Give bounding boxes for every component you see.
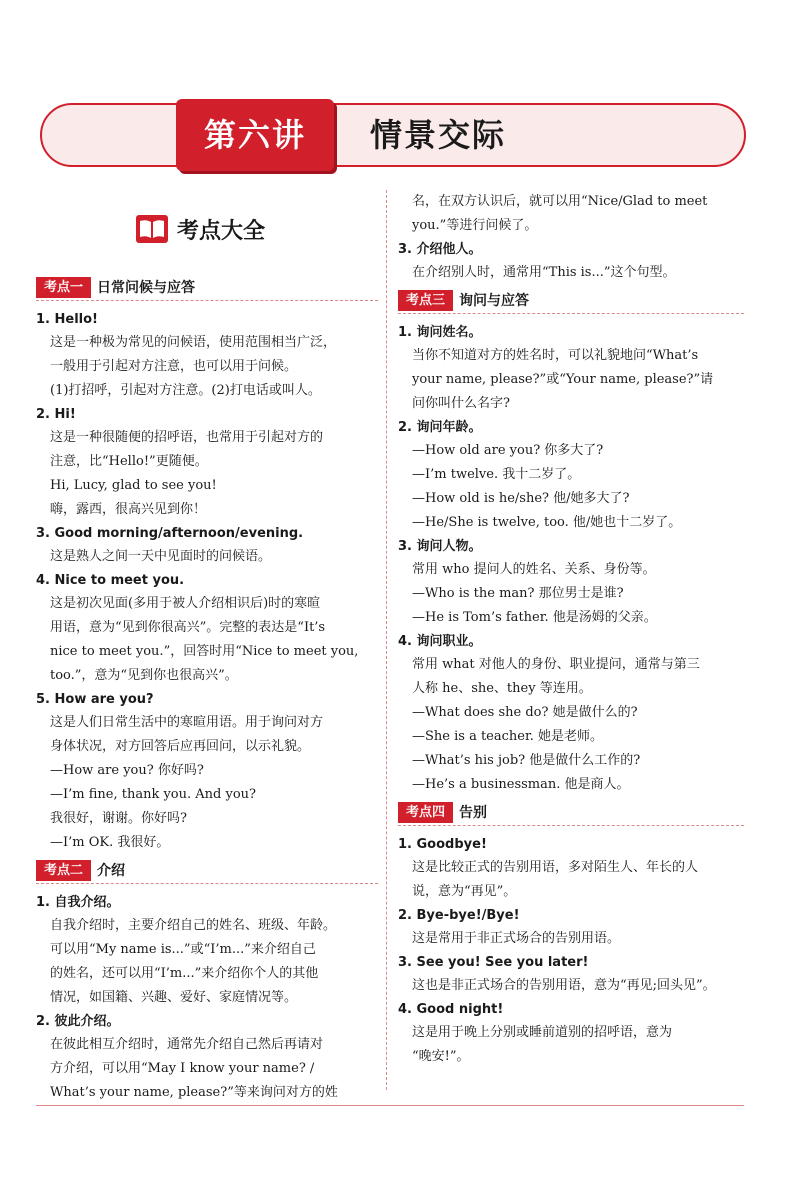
item-line: 这是一种很随便的招呼语，也常用于引起对方的	[50, 430, 324, 445]
right-intro	[398, 190, 744, 285]
section-title: 考点大全	[177, 218, 266, 244]
kaodian-title: 介绍	[97, 863, 126, 879]
item-line: 这是初次见面(多用于被人介绍相识后)时的寒暄	[50, 596, 321, 611]
item-line: 在彼此相互介绍时，通常先介绍自己然后再请对	[50, 1037, 324, 1052]
section-heading	[135, 211, 265, 247]
item-heading: 3. 询问人物。	[398, 539, 482, 554]
item-line: —He/She is twelve, too. 他/她也十二岁了。	[412, 515, 682, 530]
item-line: —How are you? 你好吗?	[50, 763, 204, 778]
item-line: 注意，比“Hello!”更随便。	[50, 454, 208, 469]
item-line: Hi, Lucy, glad to see you!	[50, 478, 217, 493]
item-line: —She is a teacher. 她是老师。	[412, 729, 604, 744]
item-line: 在介绍别人时，通常用“This is...”这个句型。	[412, 265, 676, 280]
item-heading: 1. 自我介绍。	[36, 895, 120, 910]
item-line: —What’s his job? 他是做什么工作的?	[412, 753, 641, 768]
kaodian-badge: 考点三	[398, 290, 453, 311]
item-line: —He is Tom’s father. 他是汤姆的父亲。	[412, 610, 657, 625]
kaodian-badge: 考点四	[398, 802, 453, 823]
item-line: 一般用于引起对方注意，也可以用于问候。	[50, 359, 298, 374]
item-heading: 2. 彼此介绍。	[36, 1014, 120, 1029]
item-heading: 3. 介绍他人。	[398, 242, 482, 257]
item-heading: 2. Bye-bye!/Bye!	[398, 908, 520, 923]
item-heading: 4. 询问职业。	[398, 634, 482, 649]
item-line: 这是人们日常生活中的寒暄用语。用于询问对方	[50, 715, 324, 730]
item-line: —He’s a businessman. 他是商人。	[412, 777, 630, 792]
item-line: “晚安!”。	[412, 1049, 470, 1064]
item-line: 这是常用于非正式场合的告别用语。	[412, 931, 621, 946]
item-line: too.”，意为“见到你也很高兴”。	[50, 668, 238, 683]
item-heading: 2. 询问年龄。	[398, 420, 482, 435]
item-line: (1)打招呼，引起对方注意。(2)打电话或叫人。	[50, 383, 321, 398]
item-line: 用语，意为“见到你很高兴”。完整的表达是“It’s	[50, 620, 326, 635]
item-line: —Who is the man? 那位男士是谁?	[412, 586, 624, 601]
kaodian-header	[398, 289, 744, 314]
item-line: 身体状况，对方回答后应再回问，以示礼貌。	[50, 739, 311, 754]
item-line: —I’m twelve. 我十二岁了。	[412, 467, 581, 482]
item-heading: 2. Hi!	[36, 407, 76, 422]
item-heading: 4. Good night!	[398, 1002, 504, 1017]
item-line: 可以用“My name is...”或“I’m...”来介绍自己	[50, 942, 316, 957]
item-line: 常用 what 对他人的身份、职业提问，通常与第三	[412, 657, 700, 672]
item-line: 人称 he、she、they 等连用。	[412, 681, 592, 696]
item-line: 的姓名，还可以用“I’m...”来介绍你个人的其他	[50, 966, 319, 981]
item-line: 问你叫什么名字?	[412, 396, 510, 411]
lesson-title: 情景交际	[370, 116, 507, 154]
item-heading: 5. How are you?	[36, 692, 154, 707]
item-line: 这是用于晚上分别或睡前道别的招呼语，意为	[412, 1025, 673, 1040]
item-line: 方介绍，可以用“May I know your name? /	[50, 1061, 315, 1076]
item-line: —I’m fine, thank you. And you?	[50, 787, 256, 802]
item-line: 情况，如国籍、兴趣、爱好、家庭情况等。	[50, 990, 298, 1005]
item-line: 常用 who 提问人的姓名、关系、身份等。	[412, 562, 656, 577]
kaodian-title: 告别	[459, 805, 488, 821]
item-line: 这是熟人之间一天中见面时的问候语。	[50, 549, 272, 564]
item-heading: 1. Hello!	[36, 312, 98, 327]
kaodian-badge: 考点一	[36, 277, 91, 298]
item-line: 嗨，露西，很高兴见到你！	[50, 502, 207, 517]
item-line: 我很好，谢谢。你好吗?	[50, 811, 187, 826]
kaodian-header	[36, 276, 378, 301]
item-line: you.”等进行问候了。	[412, 218, 538, 233]
item-line: 这是一种极为常见的问候语，使用范围相当广泛，	[50, 335, 337, 350]
kaodian-title: 日常问候与应答	[97, 280, 196, 296]
item-heading: 3. Good morning/afternoon/evening.	[36, 526, 304, 541]
lesson-number-tab: 第六讲	[176, 99, 334, 171]
item-line: —How old are you? 你多大了?	[412, 443, 604, 458]
item-line: your name, please?”或“Your name, please?”请	[412, 372, 714, 387]
item-line: What’s your name, please?”等来询问对方的姓	[50, 1085, 338, 1100]
item-line: —What does she do? 她是做什么的?	[412, 705, 638, 720]
item-heading: 3. See you! See you later!	[398, 955, 589, 970]
item-heading: 4. Nice to meet you.	[36, 573, 185, 588]
kaodian-title: 询问与应答	[459, 293, 530, 309]
kaodian-badge: 考点二	[36, 860, 91, 881]
item-line: 自我介绍时，主要介绍自己的姓名、班级、年龄。	[50, 918, 337, 933]
left-column	[36, 272, 378, 1105]
item-heading: 1. 询问姓名。	[398, 325, 482, 340]
item-line: 这也是非正式场合的告别用语，意为“再见;回头见”。	[412, 978, 716, 993]
footer-rule	[36, 1105, 744, 1106]
item-line: —How old is he/she? 他/她多大了?	[412, 491, 630, 506]
item-line: 名，在双方认识后，就可以用“Nice/Glad to meet	[412, 194, 708, 209]
item-line: nice to meet you.”，回答时用“Nice to meet you,	[50, 644, 359, 659]
item-heading: 1. Goodbye!	[398, 837, 487, 852]
item-line: 当你不知道对方的姓名时，可以礼貌地问“What’s	[412, 348, 699, 363]
item-line: 这是比较正式的告别用语，多对陌生人、年长的人	[412, 860, 699, 875]
right-column	[398, 190, 744, 1069]
book-icon	[135, 214, 169, 244]
item-line: —I’m OK. 我很好。	[50, 835, 170, 850]
kaodian-header	[398, 801, 744, 826]
kaodian-header	[36, 859, 378, 884]
column-divider	[386, 190, 387, 1090]
item-line: 说，意为“再见”。	[412, 884, 517, 899]
